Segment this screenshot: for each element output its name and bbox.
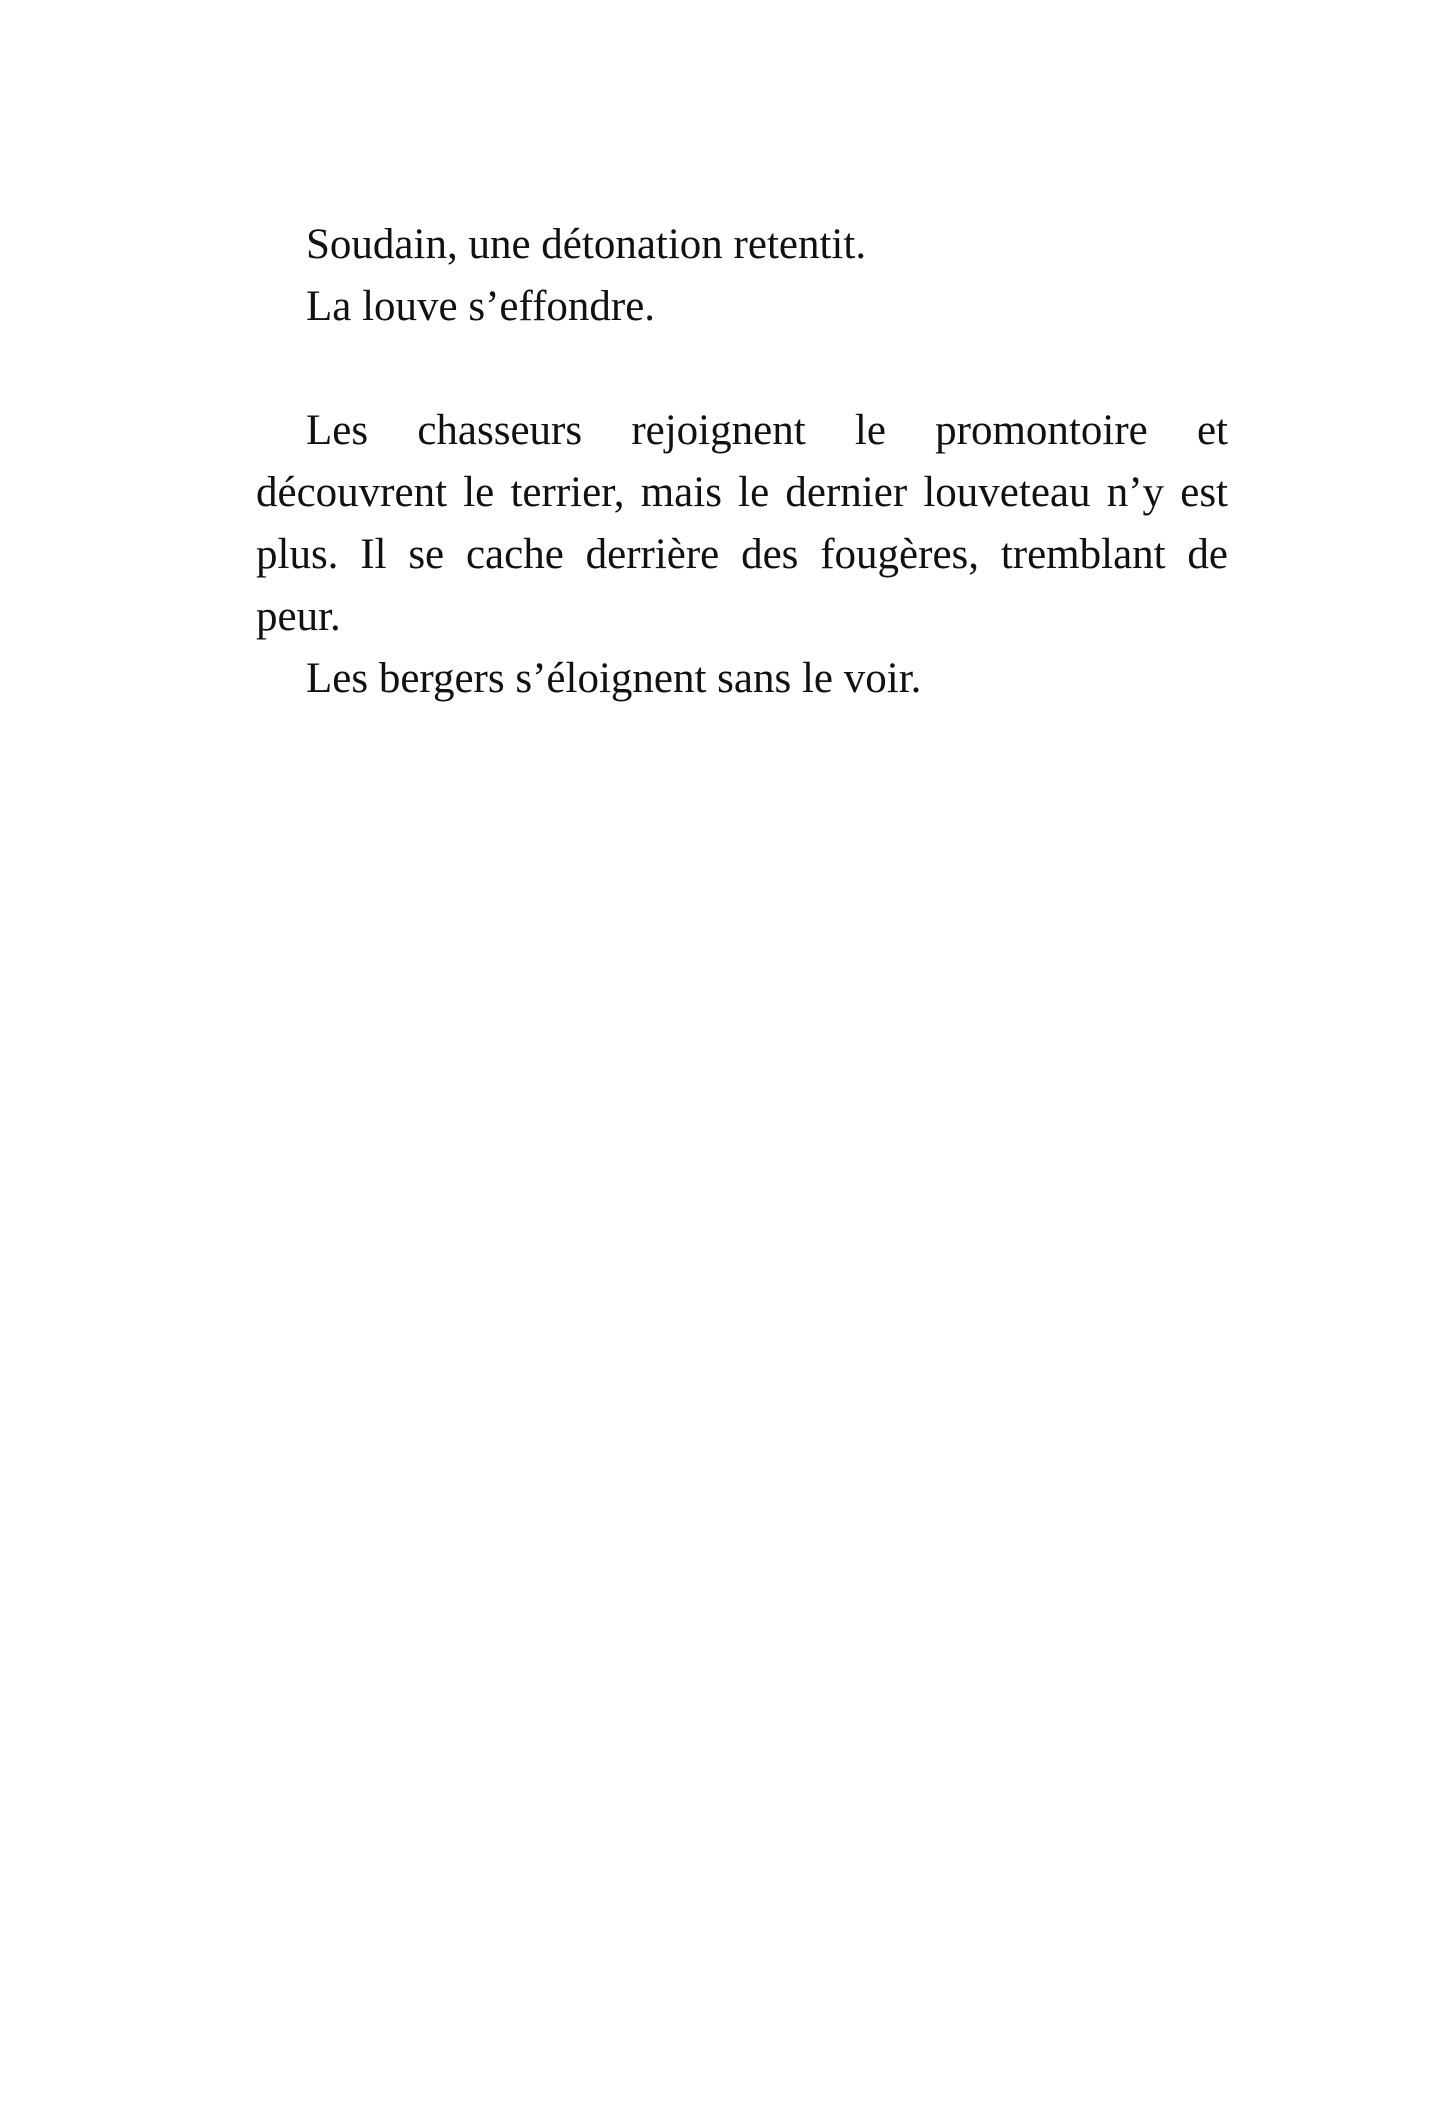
paragraph-detonation: Soudain, une détonation retentit. — [306, 221, 867, 268]
paragraph-louve: La louve s’effondre. — [306, 283, 656, 330]
paragraph-bergers: Les bergers s’éloignent sans le voir. — [306, 655, 922, 702]
body-text — [256, 214, 1228, 710]
paragraph-gap — [256, 338, 1228, 400]
paragraph-chasseurs: Les chasseurs rejoignent le promontoire et découvrent le terrier, mais le dernier louveteau n’y est plus. Il se cache derrière des fougères, tremblant de peur. — [256, 407, 1228, 640]
